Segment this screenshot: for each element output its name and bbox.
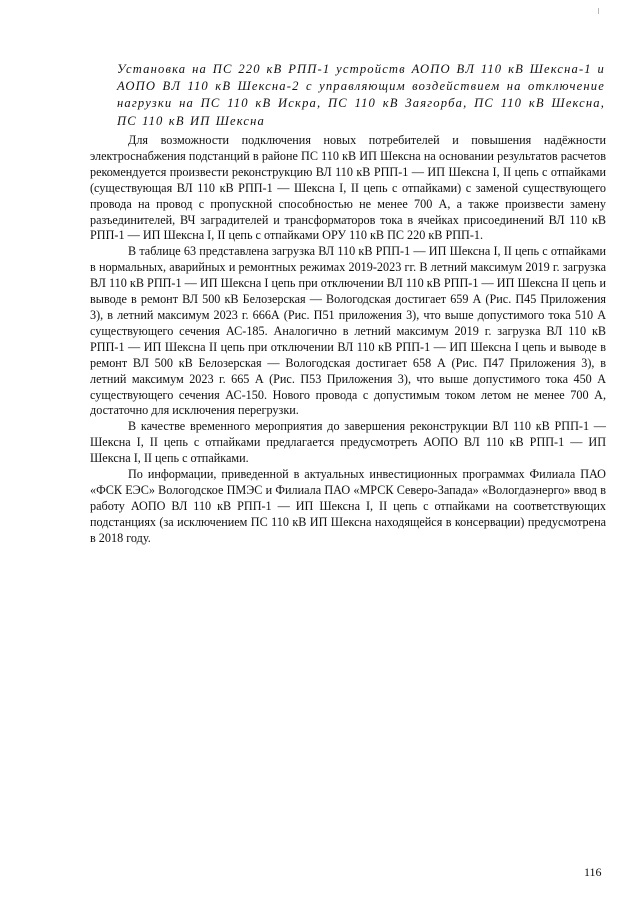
section-heading: Установка на ПС 220 кВ РПП-1 устройств АОПО ВЛ 110 кВ Шексна-1 и АОПО ВЛ 110 кВ Шексна-2 с управляющим воздействием на отключение нагрузки на ПС 110 кВ Искра, ПС 110 кВ Заягорба, ПС 110 кВ Шексна, ПС 110 кВ ИП Шексна: [117, 62, 605, 128]
scan-mark: [598, 8, 599, 14]
paragraph-2: В таблице 63 представлена загрузка ВЛ 110 кВ РПП-1 — ИП Шексна I, II цепь с отпайками в нормальных, аварийных и ремонтных режимах 2019-2023 гг. В летний максимум 2019 г. загрузка ВЛ 110 кВ РПП-1 — ИП Шексна I цепь при отключении ВЛ 110 кВ РПП-1 — ИП Шексна II цепь и выводе в ремонт ВЛ 500 кВ Белозерская — Вологодская достигает 659 А (Рис. П45 Приложения 3), в летний максимум 2023 г. 666А (Рис. П51 приложения 3), что выше допустимого тока 510 А существующего сечения АС-185. Аналогично в летний максимум 2019 г. загрузка ВЛ 110 кВ РПП-1 — ИП Шексна II цепь при отключении ВЛ 110 кВ РПП-1 — ИП Шексна I цепь и выводе в ремонт ВЛ 500 кВ Белозерская — Вологодская достигает 658 А (Рис. П47 Приложения 3), в летний максимум 2023 г. 665 А (Рис. П53 Приложения 3), что выше допустимого тока 450 А существующего сечения АС-150. Нового провода с допустимым током летом не менее 700 А, достаточно для исключения перегрузки.: [90, 244, 606, 418]
paragraph-3: В качестве временного мероприятия до завершения реконструкции ВЛ 110 кВ РПП-1 — Шексна I, II цепь с отпайками предлагается предусмотреть АОПО ВЛ 110 кВ РПП-1 — ИП Шексна I, II цепь с отпайками.: [90, 419, 606, 466]
body-text: [90, 133, 606, 547]
page-number: 116: [584, 865, 602, 879]
paragraph-1: Для возможности подключения новых потребителей и повышения надёжности электроснабжения подстанций в районе ПС 110 кВ ИП Шексна на основании результатов расчетов рекомендуется произвести реконструкцию ВЛ 110 кВ РПП-1 — ИП Шексна I, II цепь с отпайками (существующая ВЛ 110 кВ РПП-1 — Шексна I, II цепь с отпайками) с заменой существующего провода на провод с пропускной способностью не менее 700 А, а также произвести замену разъединителей, ВЧ заградителей и трансформаторов тока в ячейках присоединений ВЛ 110 кВ РПП-1 — ИП Шексна I, II цепь с отпайками ОРУ 110 кВ ПС 220 кВ РПП-1.: [90, 133, 606, 243]
paragraph-4: По информации, приведенной в актуальных инвестиционных программах Филиала ПАО «ФСК ЕЭС» Вологодское ПМЭС и Филиала ПАО «МРСК Северо-Запада» «Вологдаэнерго» ввод в работу АОПО ВЛ 110 кВ РПП-1 — ИП Шексна I, II цепь с отпайками на соответствующих подстанциях (за исключением ПС 110 кВ ИП Шексна находящейся в консервации) предусмотрена в 2018 году.: [90, 467, 606, 545]
